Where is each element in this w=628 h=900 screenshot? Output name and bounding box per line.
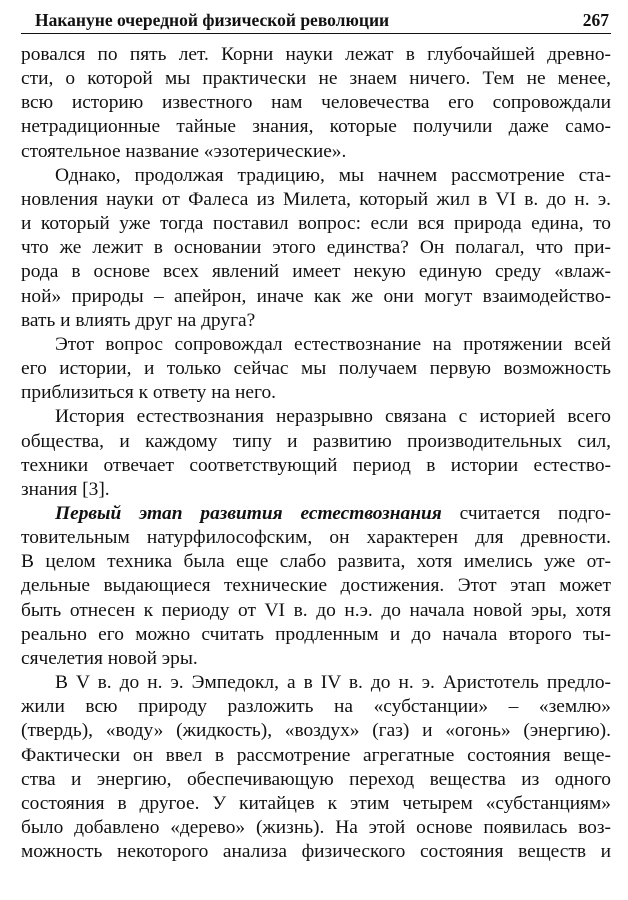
running-header [21,10,611,34]
book-page [21,10,611,864]
text-line: состояния в другое. У китайцев к этим четырем «субстанциям» [21,792,611,814]
text-line: всю историю известного нам человечества его сопровождали [21,92,611,114]
text-line: быть отнесен к периоду от VI в. до н.э. до начала новой эры, хотя [21,599,611,621]
paragraph [21,164,611,333]
text-line: знания [3]. [21,478,110,500]
paragraph [21,43,611,164]
text-line: его истории, и только сейчас мы получаем первую возможность [21,358,611,380]
text-line: сти, о которой мы практически не знаем ничего. Тем не менее, [21,68,611,90]
text-line: Однако, продолжая традицию, мы начнем рассмотрение ста- [55,164,611,186]
text-line: вать и влиять друг на друга? [21,309,256,331]
emphasized-term: Первый этап развития естествознания [55,502,442,524]
paragraph [21,671,611,864]
paragraph [21,333,611,405]
paragraph [21,502,611,671]
text-line: (твердь), «воду» (жидкость), «воздух» (газ) и «огонь» (энергию). [21,720,611,742]
text-line: приблизиться к ответу на него. [21,382,277,404]
text-line: ной» природы – апейрон, иначе как же они могут взаимодейство- [21,285,611,307]
text-line: В V в. до н. э. Эмпедокл, а в IV в. до н. э. Аристотель предло- [55,672,611,694]
text-line: ровался по пять лет. Корни науки лежат в глубочайшей древно- [21,44,611,65]
text-line [21,502,611,526]
running-title: Накануне очередной физической революции [35,10,390,30]
text-line: было добавлено «дерево» (жизнь). На этой основе появилась воз- [21,817,611,838]
text-line: жили всю природу разложить на «субстанции» – «землю» [21,696,611,718]
text-run: считается подго- [441,502,611,524]
text-line: общества, и каждому типу и развитию производительных сил, [21,430,611,452]
text-line: нетрадиционные тайные знания, которые получили даже само- [21,116,611,138]
text-line: сячелетия новой эры. [21,647,198,669]
text-line: История естествознания неразрывно связана с историей всего [55,406,611,428]
text-line: Фактически он ввел в рассмотрение агрегатные состояния веще- [21,744,611,766]
text-line: товительным натурфилософским, он характерен для древности. [21,527,611,549]
text-line: и который уже тогда поставил вопрос: если вся природа едина, то [21,213,611,235]
paragraph [21,405,611,502]
text-line: стоятельное название «эзотерические». [21,140,347,162]
text-line: новления науки от Фалеса из Милета, который жил в VI в. до н. э. [21,188,611,210]
text-line: дельные выдающиеся технические достижения. Этот этап может [21,575,611,597]
text-line: можность некоторого анализа физического состояния веществ и [21,841,611,863]
text-line: рода в основе всех явлений имеет некую единую среду «влаж- [21,261,611,283]
text-line: ства и энергию, обеспечивающую переход вещества из одного [21,768,611,790]
text-line: техники отвечает соответствующий период в истории естество- [21,454,611,476]
text-line: Этот вопрос сопровождал естествознание на протяжении всей [55,333,611,355]
text-line: что же лежит в основании этого единства? Он полагал, что при- [21,237,611,259]
text-line: В целом техника была еще слабо развита, хотя имелись уже от- [21,551,611,573]
text-line: реально его можно считать продленным и до начала второго ты- [21,623,611,645]
page-number: 267 [582,10,609,30]
body-text [21,43,611,864]
